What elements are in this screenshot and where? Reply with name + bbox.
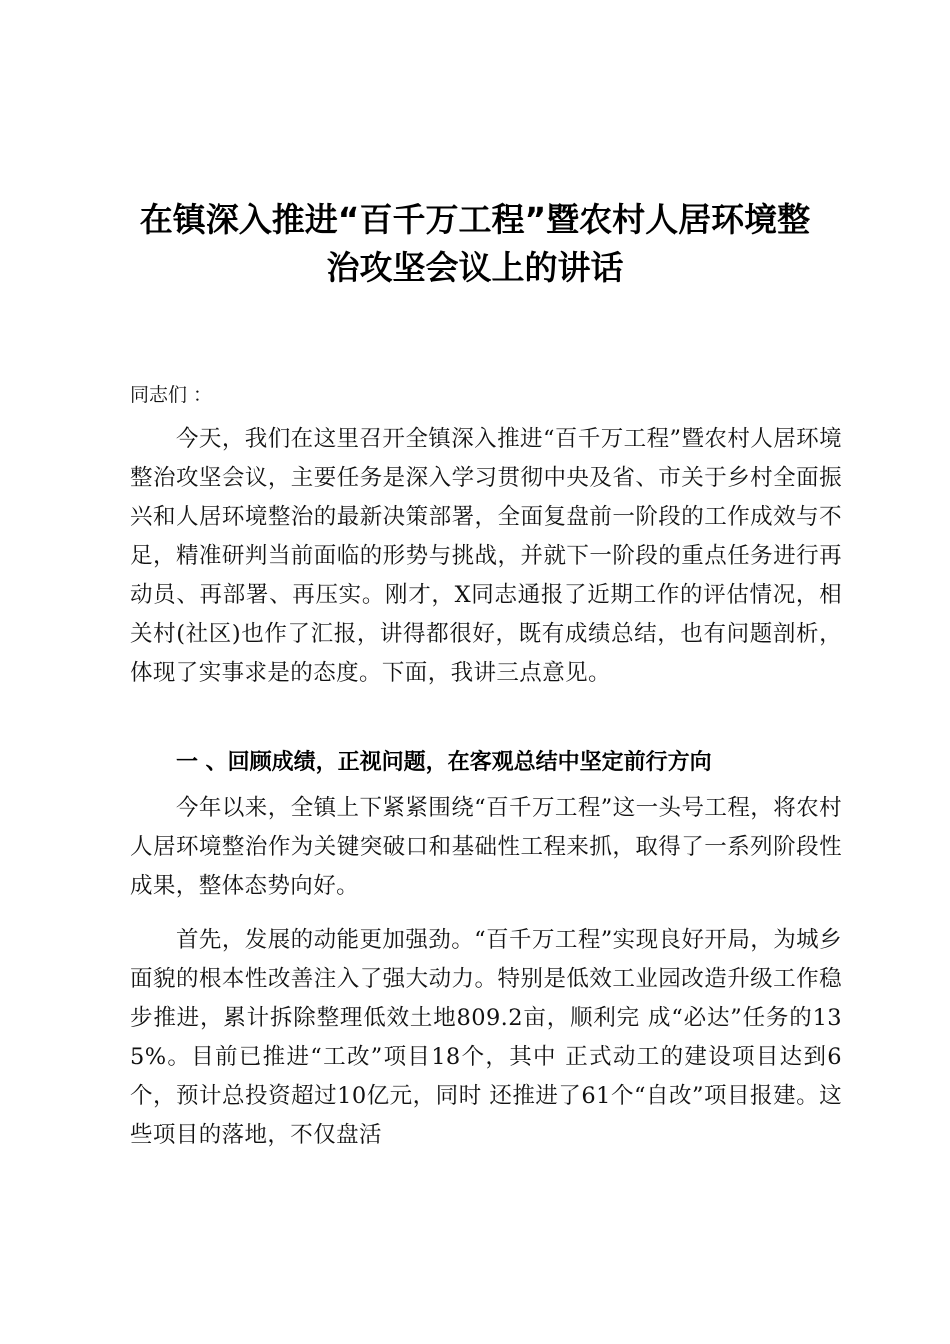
title-line-1: 在镇深入推进“百千万工程”暨农村人居环境整	[139, 200, 811, 239]
greeting: 同志们 ：	[130, 384, 213, 406]
paragraph-momentum: 首先，发展的动能更加强劲。“百千万工程”实现良好开局，为城乡面貌的根本性改善注入了强大动力。特别是低效工业园改造升级工作稳步推进，累计拆除整理低效土地809.2亩，顺利完 成“必达”任务的135%。目前已推进“工改”项目18个，其中 正式动工的建设项目达到6个，预计总投资超过10亿元，同时 还推进了61个“自改”项目报建。这些项目的落地，不仅盘活	[130, 927, 842, 1148]
title-line-2: 治攻坚会议上的讲话	[326, 248, 624, 287]
section-heading-1: 一 、回顾成绩，正视问题，在客观总结中坚定前行方向	[176, 750, 712, 775]
document-title	[100, 196, 850, 292]
paragraph-review: 今年以来，全镇上下紧紧围绕“百千万工程”这一头号工程，将农村人居环境整治作为关键突破口和基础性工程来抓，取得了一系列阶段性成果，整体态势向好。	[130, 795, 842, 899]
paragraph-intro: 今天，我们在这里召开全镇深入推进“百千万工程”暨农村人居环境整治攻坚会议，主要任务是深入学习贯彻中央及省、市关于乡村全面振兴和人居环境整治的最新决策部署，全面复盘前一阶段的工作成效与不足，精准研判当前面临的形势与挑战，并就下一阶段的重点任务进行再动员、再部署、再压实。刚才，X同志通报了近期工作的评估情况，相关村(社区)也作了汇报，讲得都很好，既有成绩总结，也有问题剖析，体现了实事求是的态度。下面，我讲三点意见。	[130, 426, 842, 686]
